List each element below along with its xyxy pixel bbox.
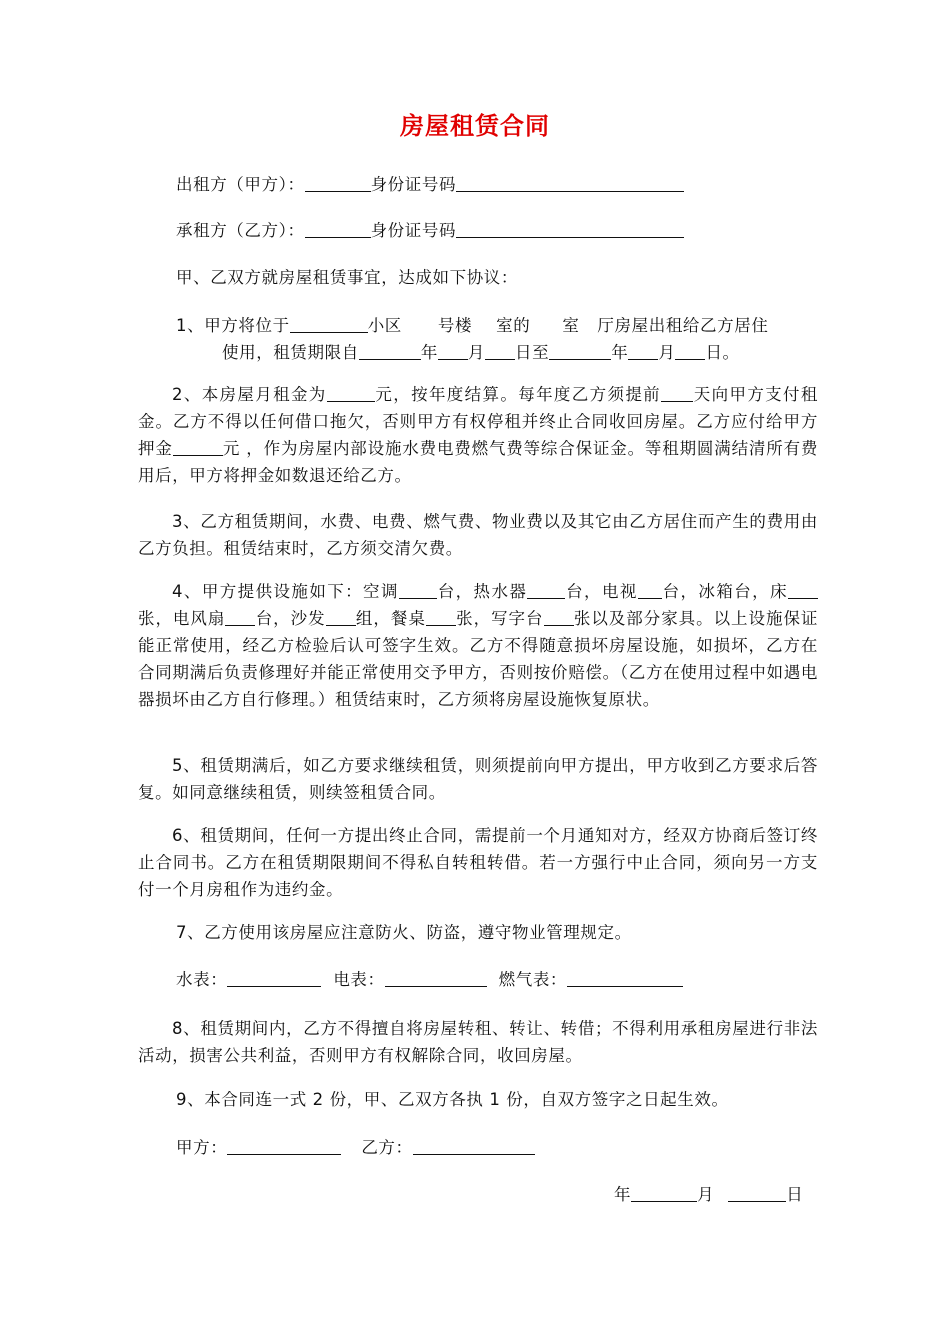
party-b-line (176, 219, 684, 243)
clause-4-text: 组，餐桌 (355, 609, 426, 628)
clause-4-text: 台，热水器 (436, 582, 528, 601)
clause-9: 9、本合同连一式 2 份，甲、乙双方各执 1 份，自双方签字之日起生效。 (176, 1090, 729, 1109)
clause-1-text: 月 (658, 343, 676, 362)
date-year-label: 年 (614, 1185, 632, 1204)
dining-table-count-blank[interactable] (426, 607, 456, 626)
party-b-signature-blank[interactable] (413, 1136, 535, 1155)
clause-1-text: 年 (420, 343, 438, 362)
party-a-signature-blank[interactable] (227, 1136, 341, 1155)
water-heater-count-blank[interactable] (527, 580, 565, 599)
clause-4-text: 台，电视 (565, 582, 638, 601)
bed-count-blank[interactable] (788, 580, 818, 599)
end-month-blank[interactable] (628, 341, 658, 360)
clause-3: 3、乙方租赁期间，水费、电费、燃气费、物业费以及其它由乙方居住而产生的费用由乙方负担。租赁结束时，乙方须交清欠费。 (138, 512, 818, 558)
clause-6: 6、租赁期间，任何一方提出终止合同，需提前一个月通知对方，经双方协商后签订终止合同书。乙方在租赁期限期间不得私自转租转借。若一方强行中止合同，须向另一方支付一个月房租作为违约金。 (138, 826, 818, 899)
clause-7: 7、乙方使用该房屋应注意防火、防盗，遵守物业管理规定。 (176, 923, 632, 942)
electric-meter-blank[interactable] (385, 968, 487, 987)
date-day-label: 日 (786, 1185, 804, 1204)
clause-4-text: 张，电风扇 (138, 609, 226, 628)
clause-4-text: 台，沙发 (255, 609, 326, 628)
party-b-signature-label: 乙方： (361, 1138, 413, 1157)
clause-2 (138, 381, 818, 489)
address-blank[interactable] (290, 314, 368, 333)
clause-2-text: 元，按年度结算。每年度乙方须提前 (374, 385, 662, 404)
electric-meter-label: 电表： (333, 970, 385, 989)
clause-1-text: 厅房屋出租给乙方居住 (597, 316, 769, 335)
gas-meter-blank[interactable] (567, 968, 683, 987)
clause-2-text: 元 ，作为房屋内部设施水费电费燃气费等综合保证金。等租期圆满结清所有费用后，甲方将押金如数退还给乙方。 (138, 439, 819, 485)
clause-1-text: 1、甲方将位于 (176, 316, 290, 335)
deposit-blank[interactable] (173, 437, 223, 456)
clause-1-text: 室 (562, 316, 580, 335)
clause-1-text: 使用，租赁期限自 (222, 343, 359, 362)
sofa-count-blank[interactable] (326, 607, 356, 626)
clause-4-text: 台，冰箱台，床 (661, 582, 789, 601)
party-a-signature-label: 甲方： (176, 1138, 228, 1157)
date-month-blank[interactable] (631, 1183, 697, 1202)
signature-line (176, 1136, 535, 1160)
party-a-id-blank[interactable] (456, 173, 684, 192)
intro-text: 甲、乙双方就房屋租赁事宜，达成如下协议： (176, 268, 518, 287)
ac-count-blank[interactable] (399, 580, 437, 599)
monthly-rent-blank[interactable] (327, 383, 375, 402)
meters-line (176, 968, 683, 992)
advance-days-blank[interactable] (661, 383, 693, 402)
clause-4 (138, 578, 818, 713)
clause-4-text: 张，写字台 (455, 609, 544, 628)
clause-1-text: 室的 (496, 316, 531, 335)
clause-1-text: 号楼 (437, 316, 473, 335)
party-a-name-blank[interactable] (305, 173, 371, 192)
start-year-blank[interactable] (359, 341, 421, 360)
party-b-label: 承租方（乙方）： (176, 221, 305, 240)
date-month-label: 月 (697, 1185, 715, 1204)
gas-meter-label: 燃气表： (498, 970, 568, 989)
clause-1-line-2 (222, 341, 740, 365)
clause-2-text: 2、本房屋月租金为 (172, 385, 327, 404)
party-b-id-label: 身份证号码 (370, 221, 457, 240)
party-b-name-blank[interactable] (305, 219, 371, 238)
party-a-label: 出租方（甲方）： (176, 175, 305, 194)
desk-count-blank[interactable] (544, 607, 574, 626)
end-day-blank[interactable] (675, 341, 705, 360)
water-meter-label: 水表： (176, 970, 228, 989)
start-day-blank[interactable] (485, 341, 515, 360)
party-a-line (176, 173, 684, 197)
clause-5: 5、租赁期满后，如乙方要求继续租赁，则须提前向甲方提出，甲方收到乙方要求后答复。如同意继续租赁，则续签租赁合同。 (138, 756, 818, 802)
tv-count-blank[interactable] (638, 580, 662, 599)
party-b-id-blank[interactable] (456, 219, 684, 238)
clause-1-line-1 (176, 314, 768, 338)
clause-8: 8、租赁期间内，乙方不得擅自将房屋转租、转让、转借；不得利用承租房屋进行非法活动，损害公共利益，否则甲方有权解除合同，收回房屋。 (138, 1019, 818, 1065)
water-meter-blank[interactable] (227, 968, 321, 987)
clause-4-text: 张以及部分家具。以上设施保证能正常使用，经乙方检验后认可签字生效。乙方不得随意损坏房屋设施，如损坏，乙方在合同期满后负责修理好并能正常使用交予甲方，否则按价赔偿。（乙方在使用过程中如遇电器损坏由乙方自行修理。）租赁结束时，乙方须将房屋设施恢复原状。 (138, 609, 819, 709)
date-day-blank[interactable] (728, 1183, 786, 1202)
end-year-blank[interactable] (549, 341, 611, 360)
clause-2-text: 天向甲方支付租金。乙方不得以任何借口拖欠，否则甲方有权停租并终止合同收回房屋。乙方应付给甲方押金 (138, 385, 818, 458)
clause-1-text: 日至 (515, 343, 550, 362)
clause-1-text: 月 (467, 343, 486, 362)
clause-1-text: 年 (611, 343, 629, 362)
document-title: 房屋租赁合同 (400, 112, 550, 140)
clause-1-text: 日。 (705, 343, 740, 362)
date-line (614, 1183, 803, 1207)
clause-4-text: 4、甲方提供设施如下：空调 (172, 582, 399, 601)
party-a-id-label: 身份证号码 (370, 175, 457, 194)
fan-count-blank[interactable] (225, 607, 255, 626)
start-month-blank[interactable] (438, 341, 468, 360)
clause-1-text: 小区 (367, 316, 402, 335)
